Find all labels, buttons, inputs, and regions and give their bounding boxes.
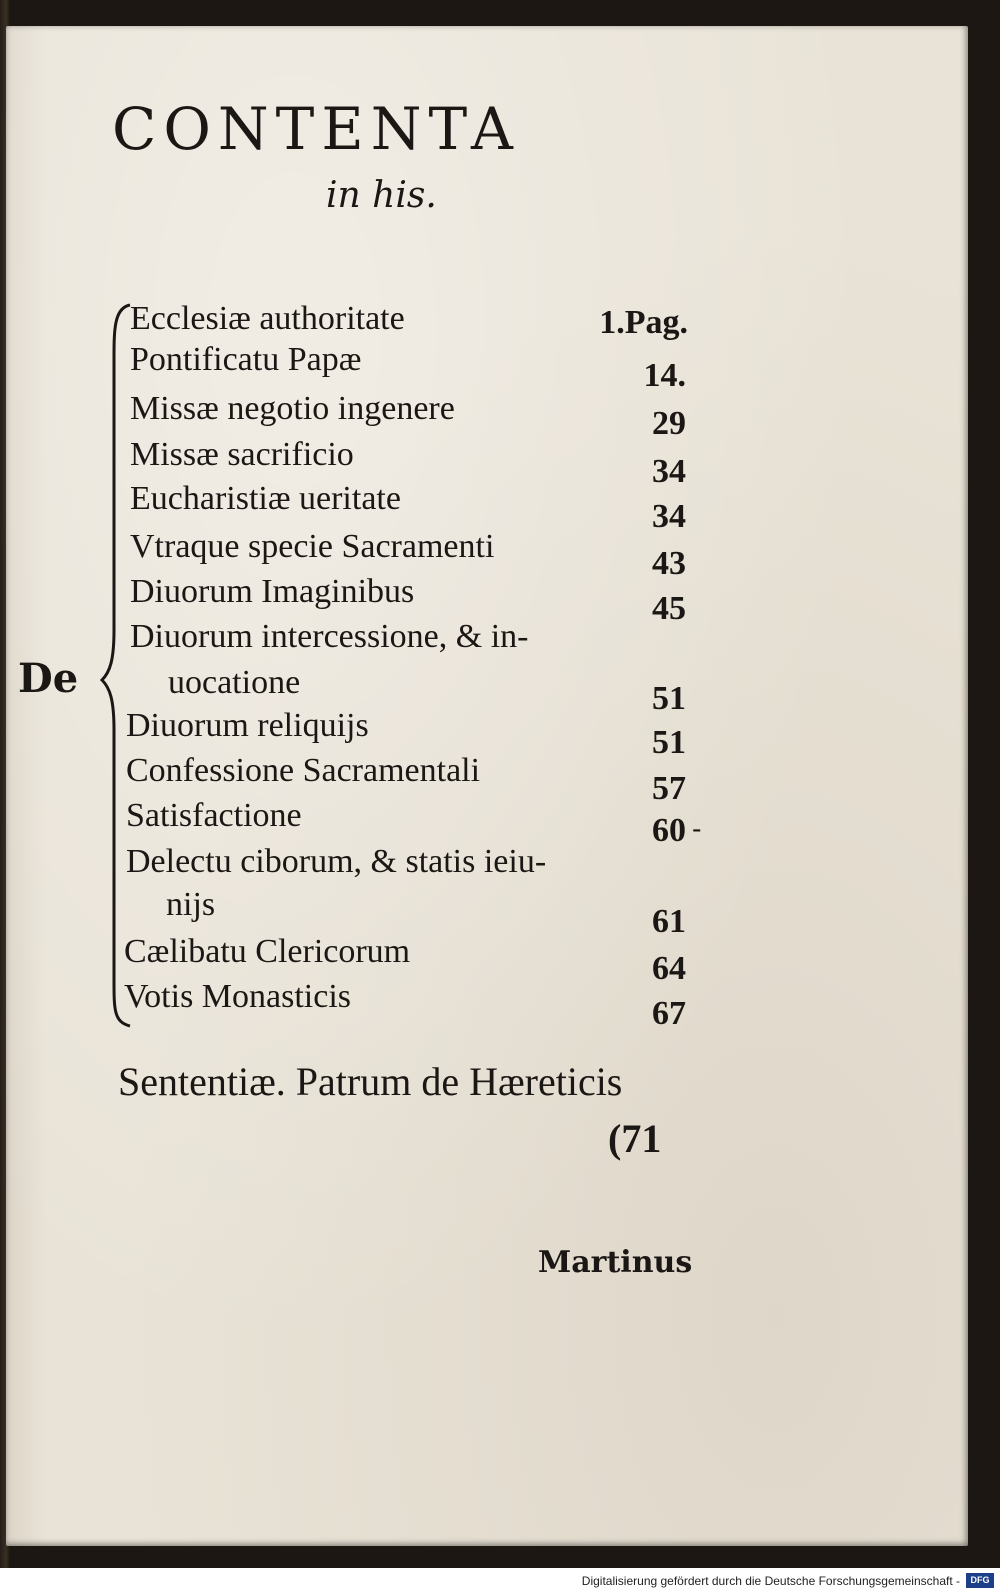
page-subtitle: in his.: [326, 175, 437, 216]
toc-page-number: 64: [652, 950, 686, 987]
toc-page-number: 45: [652, 590, 686, 627]
toc-entry: Pontificatu Papæ: [130, 341, 362, 378]
footer-credit: Digitalisierung gefördert durch die Deutsche Forschungsgemeinschaft -: [581, 1574, 960, 1588]
toc-entry: Diuorum intercessione, & in-: [130, 618, 529, 655]
dfg-logo: DFG: [966, 1573, 994, 1588]
de-prefix: De: [18, 655, 79, 702]
toc-entry: Votis Monasticis: [124, 978, 352, 1015]
toc-entry: Missæ sacrificio: [130, 436, 354, 473]
toc-page-number: 43: [652, 545, 686, 582]
toc-page-number: 61: [652, 903, 686, 940]
toc-entry: Vtraque specie Sacramenti: [130, 528, 495, 565]
margin-dash: -: [692, 812, 702, 845]
toc-entry: Diuorum reliquijs: [126, 707, 369, 744]
toc-entry: Ecclesiæ authoritate: [130, 300, 405, 337]
catchword: Martinus: [538, 1245, 693, 1280]
toc-page-number: 34: [652, 498, 686, 535]
toc-entry: Diuorum Imaginibus: [130, 573, 415, 610]
toc-page-number: 34: [652, 453, 686, 490]
page-title: CONTENTA: [112, 95, 520, 163]
toc-page-number: 29: [652, 405, 686, 442]
toc-page-number: 51: [652, 724, 686, 761]
toc-page-number: 1.Pag.: [599, 304, 688, 341]
toc-entry: Delectu ciborum, & statis ieiu-: [126, 843, 547, 880]
toc-page-number: 60: [652, 812, 686, 849]
toc-entry: uocatione: [168, 664, 301, 701]
footer-bar: [0, 1568, 1000, 1596]
toc-page-number: 67: [652, 995, 686, 1032]
toc-entry: Eucharistiæ ueritate: [130, 480, 401, 517]
toc-entry: Satisfactione: [126, 797, 302, 834]
toc-entry: nijs: [166, 886, 216, 923]
toc-page-number: 51: [652, 680, 686, 717]
toc-page-number: 14.: [643, 357, 686, 394]
sententiae-entry: Sententiæ. Patrum de Hæreticis: [118, 1059, 623, 1104]
toc-page-number: 57: [652, 770, 686, 807]
toc-entry: Cælibatu Clericorum: [124, 933, 411, 970]
sententiae-page-number: (71: [608, 1116, 662, 1161]
toc-entry: Confessione Sacramentali: [126, 752, 481, 789]
toc-entry: Missæ negotio ingenere: [130, 390, 455, 427]
